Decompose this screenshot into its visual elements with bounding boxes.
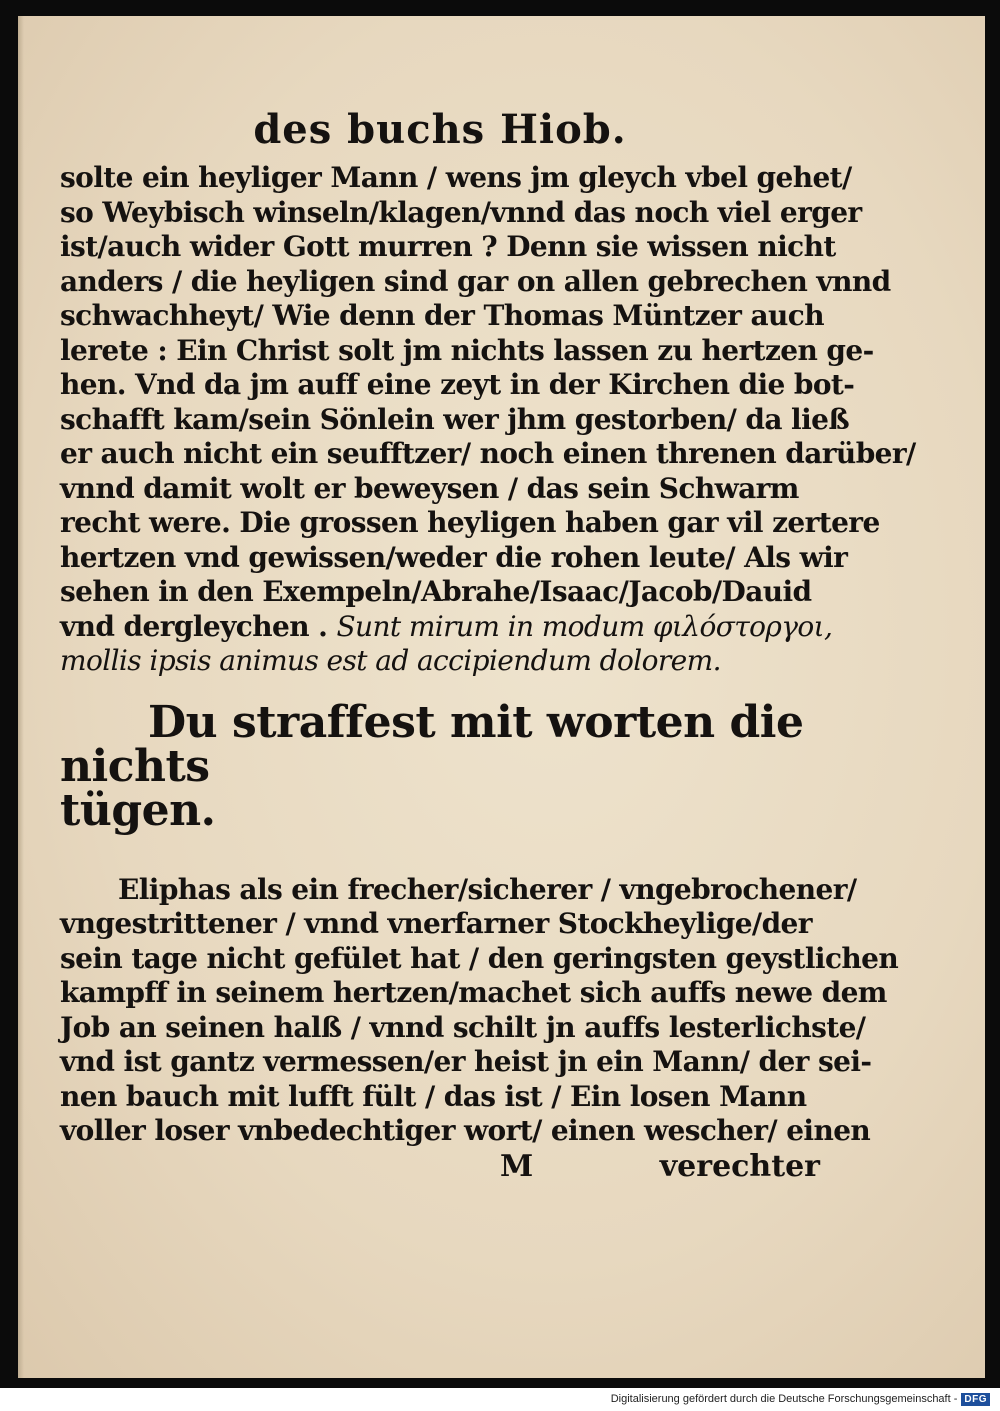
text-line: recht were. Die grossen heyligen haben gar vil zertere	[60, 506, 880, 539]
text-line: anders / die heyligen sind gar on allen gebrechen vnnd	[60, 264, 891, 298]
text-line: sehen in den Exempeln/Abrahe/Isaac/Jacob/Dauid	[60, 575, 812, 608]
text-line: schwachheyt/ Wie denn der Thomas Müntzer auch	[60, 299, 824, 332]
text-line: voller loser vnbedechtiger wort/ einen wescher/ einen	[60, 1114, 871, 1147]
running-head: des buchs Hiob.	[253, 106, 627, 153]
text-line: vngestrittener / vnnd vnerfarner Stockheylige/der	[60, 907, 812, 940]
text-line: sein tage nicht gefület hat / den geringsten geystlichen	[60, 941, 899, 975]
footer-credit: Digitalisierung gefördert durch die Deutsche Forschungsgemeinschaft -	[610, 1393, 958, 1405]
text-line: er auch nicht ein seufftzer/ noch einen threnen darüber/	[60, 437, 916, 470]
text-line: kampff in seinem hertzen/machet sich auffs newe dem	[60, 976, 887, 1009]
text-line: ist/auch wider Gott murren ? Denn sie wissen nicht	[60, 230, 836, 263]
heading-line-2: tügen.	[60, 784, 216, 836]
book-page	[18, 16, 985, 1378]
text-line: vnd ist gantz vermessen/er heist jn ein Mann/ der sei-	[60, 1045, 872, 1078]
paragraph-1	[60, 161, 916, 679]
text-line: so Weybisch winseln/klagen/vnnd das noch viel erger	[60, 195, 862, 229]
paragraph-2	[60, 872, 899, 1149]
text-line: Eliphas als ein frecher/sicherer / vngebrochener/	[118, 872, 857, 906]
latin-line: mollis ipsis animus est ad accipiendum dolorem.	[60, 644, 721, 677]
signature-mark: M	[500, 1148, 534, 1184]
german-text: vnd dergleychen .	[60, 609, 328, 643]
latin-text: Sunt mirum in modum φιλόστοργοι,	[336, 609, 833, 643]
heading-line-1: Du straffest mit worten die nichts	[60, 696, 804, 792]
page-gutter-shadow	[18, 16, 24, 1378]
catchword: verechter	[659, 1148, 820, 1184]
text-line: Job an seinen halß / vnnd schilt jn auffs lesterlichste/	[60, 1010, 866, 1044]
page-foot	[60, 1149, 820, 1189]
text-line: vnnd damit wolt er beweysen / das sein Schwarm	[60, 471, 799, 505]
text-line: schafft kam/sein Sönlein wer jhm gestorben/ da ließ	[60, 402, 850, 436]
text-block	[60, 96, 916, 1189]
text-line: hertzen vnd gewissen/weder die rohen leute/ Als wir	[60, 540, 848, 574]
digitization-footer	[611, 1390, 990, 1408]
text-line: lerete : Ein Christ solt jm nichts lassen zu hertzen ge-	[60, 333, 874, 367]
text-line: solte ein heyliger Mann / wens jm gleych vbel gehet/	[60, 161, 852, 194]
text-line: nen bauch mit lufft fült / das ist / Ein losen Mann	[60, 1079, 807, 1113]
section-heading	[60, 696, 820, 836]
text-line: hen. Vnd da jm auff eine zeyt in der Kirchen die bot-	[60, 368, 855, 401]
mixed-language-line	[60, 609, 833, 645]
dfg-logo: DFG	[961, 1393, 990, 1406]
